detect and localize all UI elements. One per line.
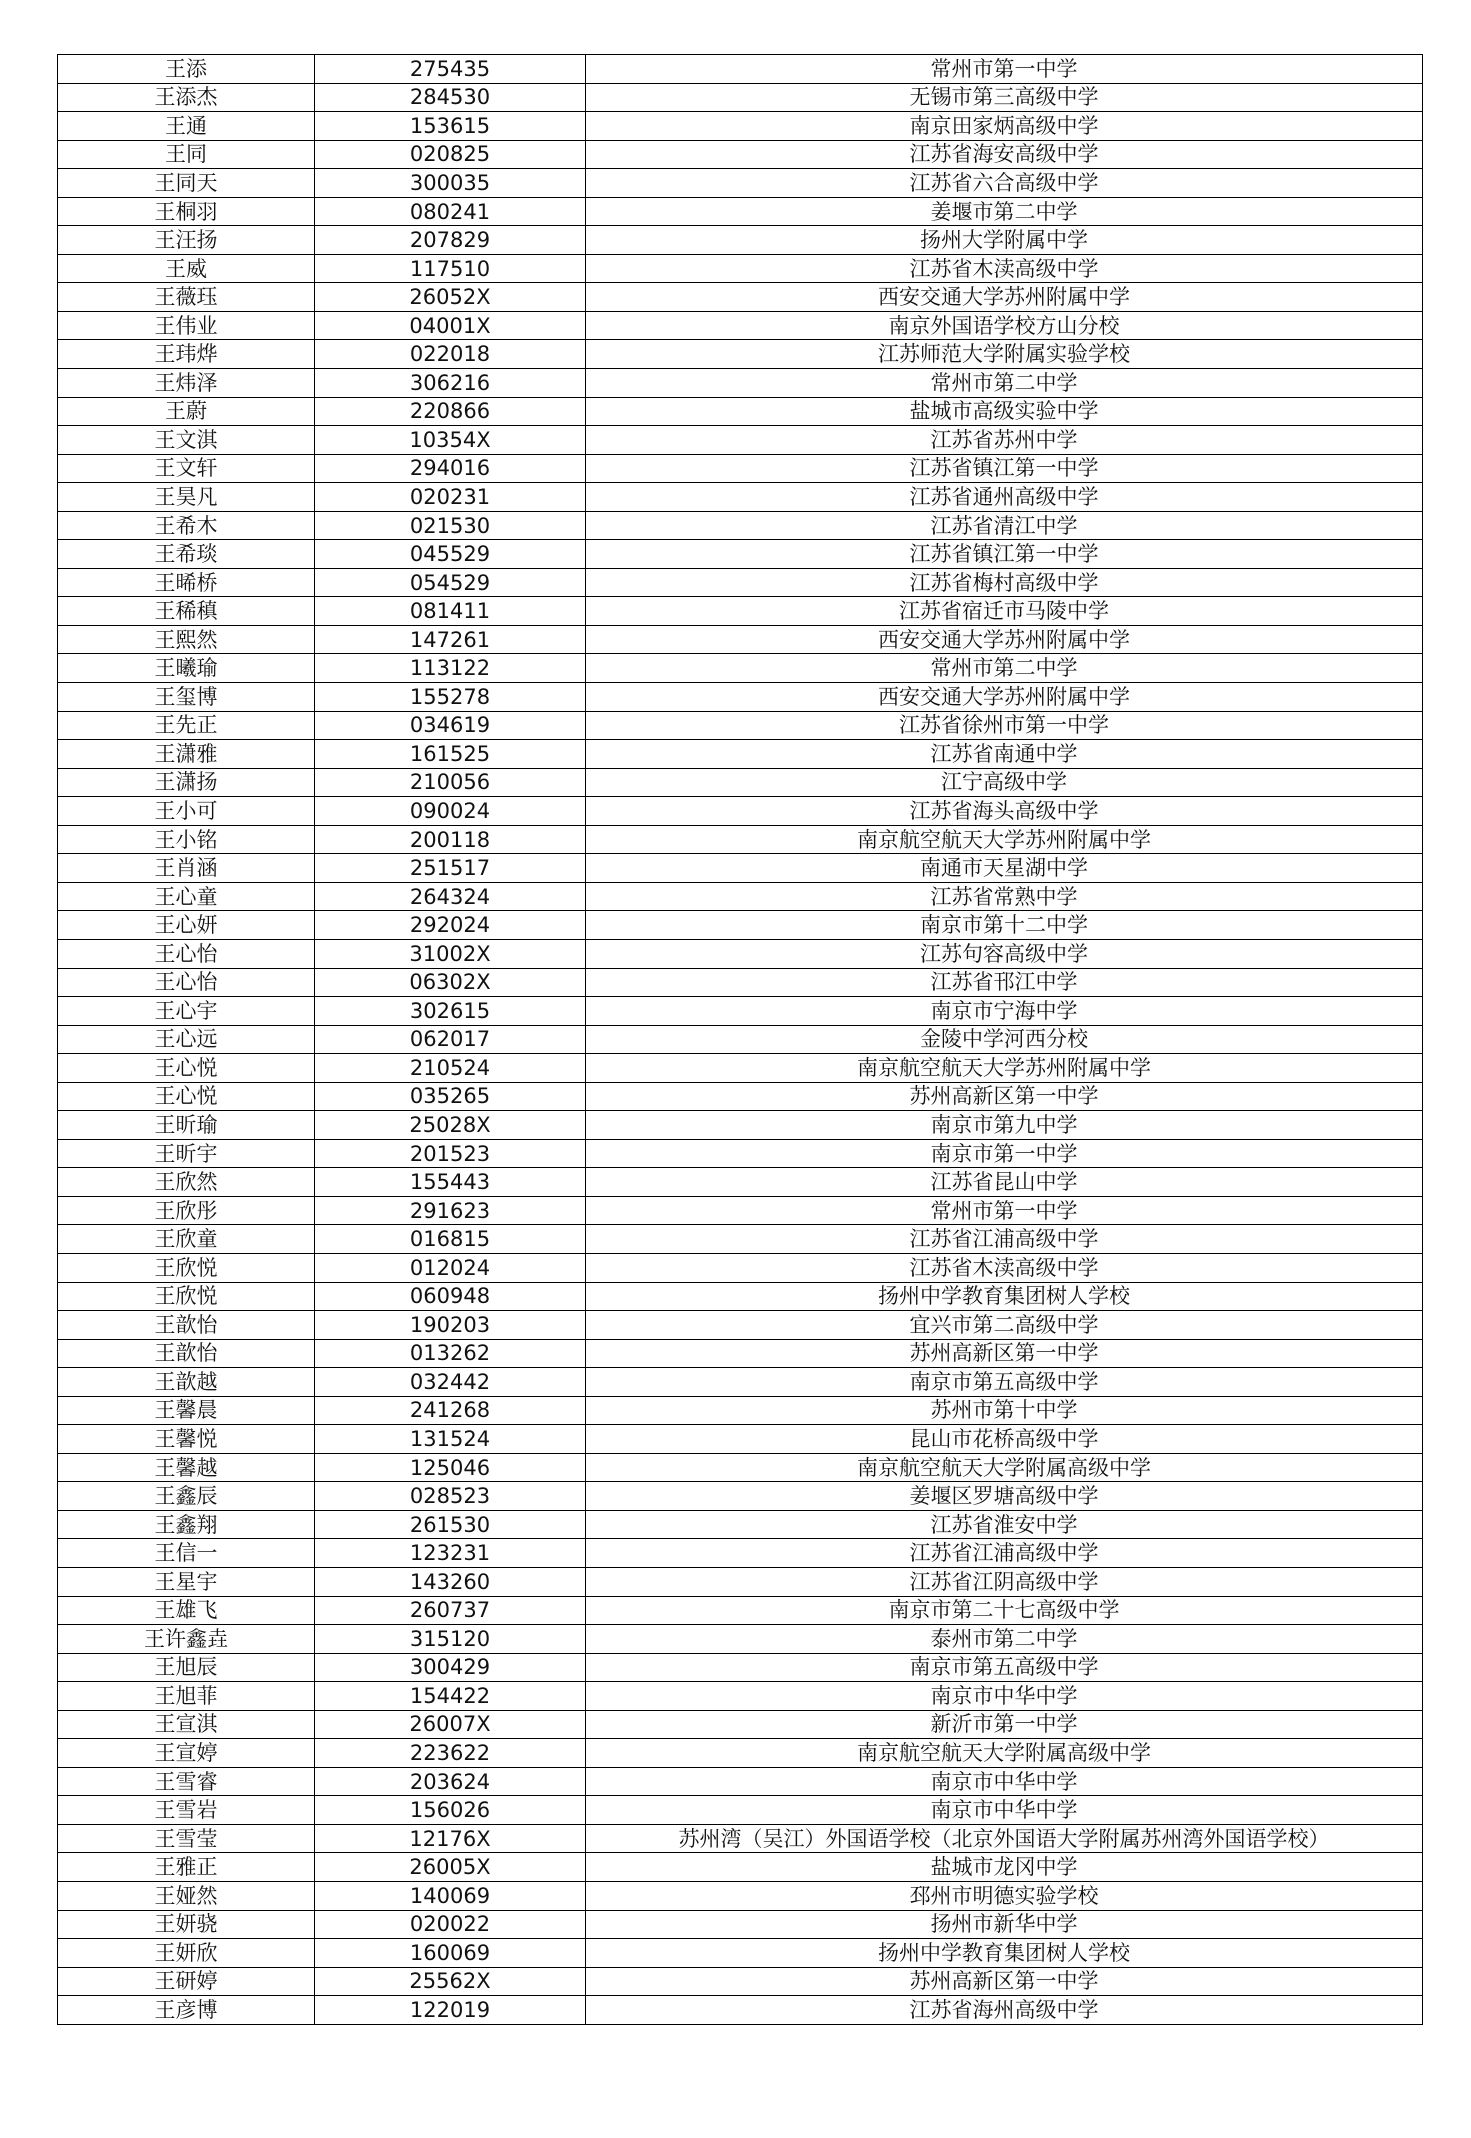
student-code-cell: 291623 xyxy=(315,1196,586,1225)
school-name-cell: 南京市第二十七高级中学 xyxy=(586,1596,1423,1625)
student-code-cell: 054529 xyxy=(315,568,586,597)
table-row xyxy=(58,1453,1423,1482)
student-name-cell: 王小可 xyxy=(58,797,315,826)
student-code-cell: 117510 xyxy=(315,254,586,283)
student-name-cell: 王熙然 xyxy=(58,625,315,654)
table-row xyxy=(58,283,1423,312)
school-name-cell: 江苏省邗江中学 xyxy=(586,968,1423,997)
student-code-cell: 294016 xyxy=(315,454,586,483)
student-code-cell: 034619 xyxy=(315,711,586,740)
student-code-cell: 035265 xyxy=(315,1082,586,1111)
student-name-cell: 王玮烨 xyxy=(58,340,315,369)
table-row xyxy=(58,1939,1423,1968)
student-name-cell: 王心悦 xyxy=(58,1054,315,1083)
school-name-cell: 姜堰市第二中学 xyxy=(586,197,1423,226)
school-name-cell: 江苏省海州高级中学 xyxy=(586,1996,1423,2025)
student-name-cell: 王心怡 xyxy=(58,939,315,968)
table-row xyxy=(58,997,1423,1026)
student-name-cell: 王鑫辰 xyxy=(58,1482,315,1511)
table-row xyxy=(58,882,1423,911)
student-name-cell: 王心怡 xyxy=(58,968,315,997)
student-name-cell: 王威 xyxy=(58,254,315,283)
student-name-cell: 王昕宇 xyxy=(58,1139,315,1168)
school-name-cell: 南通市天星湖中学 xyxy=(586,854,1423,883)
school-name-cell: 江苏省木渎高级中学 xyxy=(586,254,1423,283)
student-name-cell: 王桐羽 xyxy=(58,197,315,226)
student-name-cell: 王汪扬 xyxy=(58,226,315,255)
table-row xyxy=(58,968,1423,997)
student-name-cell: 王娅然 xyxy=(58,1882,315,1911)
student-code-cell: 251517 xyxy=(315,854,586,883)
student-name-cell: 王彦博 xyxy=(58,1996,315,2025)
school-name-cell: 常州市第二中学 xyxy=(586,654,1423,683)
student-code-cell: 26052X xyxy=(315,283,586,312)
student-name-cell: 王欣童 xyxy=(58,1225,315,1254)
school-name-cell: 江苏省淮安中学 xyxy=(586,1510,1423,1539)
table-row xyxy=(58,854,1423,883)
student-code-cell: 275435 xyxy=(315,55,586,84)
table-row xyxy=(58,226,1423,255)
student-code-cell: 045529 xyxy=(315,540,586,569)
school-name-cell: 江苏省南通中学 xyxy=(586,740,1423,769)
student-name-cell: 王晞桥 xyxy=(58,568,315,597)
school-name-cell: 苏州市第十中学 xyxy=(586,1396,1423,1425)
student-code-cell: 300035 xyxy=(315,169,586,198)
student-name-cell: 王许鑫垚 xyxy=(58,1625,315,1654)
table-row xyxy=(58,112,1423,141)
student-code-cell: 200118 xyxy=(315,825,586,854)
student-code-cell: 122019 xyxy=(315,1996,586,2025)
table-row xyxy=(58,340,1423,369)
school-name-cell: 常州市第一中学 xyxy=(586,1196,1423,1225)
student-code-cell: 190203 xyxy=(315,1311,586,1340)
student-code-cell: 220866 xyxy=(315,397,586,426)
student-name-cell: 王雪睿 xyxy=(58,1767,315,1796)
student-name-cell: 王雪岩 xyxy=(58,1796,315,1825)
student-code-cell: 223622 xyxy=(315,1739,586,1768)
student-name-cell: 王潇雅 xyxy=(58,740,315,769)
table-row xyxy=(58,197,1423,226)
table-row xyxy=(58,939,1423,968)
table-row xyxy=(58,1882,1423,1911)
school-name-cell: 江苏省宿迁市马陵中学 xyxy=(586,597,1423,626)
student-code-cell: 022018 xyxy=(315,340,586,369)
school-name-cell: 南京田家炳高级中学 xyxy=(586,112,1423,141)
table-row xyxy=(58,797,1423,826)
school-name-cell: 南京市中华中学 xyxy=(586,1767,1423,1796)
student-name-cell: 王雄飞 xyxy=(58,1596,315,1625)
table-row xyxy=(58,1311,1423,1340)
school-name-cell: 南京航空航天大学苏州附属中学 xyxy=(586,1054,1423,1083)
student-code-cell: 020231 xyxy=(315,483,586,512)
school-name-cell: 南京航空航天大学附属高级中学 xyxy=(586,1453,1423,1482)
table-row xyxy=(58,1653,1423,1682)
school-name-cell: 江苏省海安高级中学 xyxy=(586,140,1423,169)
student-name-cell: 王研婷 xyxy=(58,1967,315,1996)
student-name-cell: 王雅正 xyxy=(58,1853,315,1882)
student-code-cell: 241268 xyxy=(315,1396,586,1425)
student-code-cell: 155278 xyxy=(315,683,586,712)
student-code-cell: 081411 xyxy=(315,597,586,626)
school-name-cell: 南京航空航天大学苏州附属中学 xyxy=(586,825,1423,854)
student-code-cell: 147261 xyxy=(315,625,586,654)
table-row xyxy=(58,1482,1423,1511)
student-name-cell: 王心童 xyxy=(58,882,315,911)
student-code-cell: 315120 xyxy=(315,1625,586,1654)
student-name-cell: 王昕瑜 xyxy=(58,1111,315,1140)
table-row xyxy=(58,1996,1423,2025)
school-name-cell: 江苏省镇江第一中学 xyxy=(586,454,1423,483)
school-name-cell: 江苏省昆山中学 xyxy=(586,1168,1423,1197)
student-code-cell: 062017 xyxy=(315,1025,586,1054)
school-name-cell: 江苏师范大学附属实验学校 xyxy=(586,340,1423,369)
student-name-cell: 王伟业 xyxy=(58,311,315,340)
table-row xyxy=(58,311,1423,340)
student-code-cell: 028523 xyxy=(315,1482,586,1511)
student-code-cell: 210056 xyxy=(315,768,586,797)
table-row xyxy=(58,1253,1423,1282)
table-row xyxy=(58,83,1423,112)
school-name-cell: 江苏省清江中学 xyxy=(586,511,1423,540)
student-code-cell: 264324 xyxy=(315,882,586,911)
school-name-cell: 扬州市新华中学 xyxy=(586,1910,1423,1939)
student-code-cell: 140069 xyxy=(315,1882,586,1911)
student-name-cell: 王欣悦 xyxy=(58,1282,315,1311)
student-name-cell: 王希木 xyxy=(58,511,315,540)
school-name-cell: 西安交通大学苏州附属中学 xyxy=(586,283,1423,312)
student-code-cell: 016815 xyxy=(315,1225,586,1254)
student-code-cell: 06302X xyxy=(315,968,586,997)
school-name-cell: 邳州市明德实验学校 xyxy=(586,1882,1423,1911)
student-code-cell: 080241 xyxy=(315,197,586,226)
school-name-cell: 南京市第一中学 xyxy=(586,1139,1423,1168)
student-code-cell: 160069 xyxy=(315,1939,586,1968)
school-name-cell: 江苏省木渎高级中学 xyxy=(586,1253,1423,1282)
school-name-cell: 江宁高级中学 xyxy=(586,768,1423,797)
student-name-cell: 王昊凡 xyxy=(58,483,315,512)
student-name-cell: 王肖涵 xyxy=(58,854,315,883)
student-code-cell: 123231 xyxy=(315,1539,586,1568)
school-name-cell: 江苏省海头高级中学 xyxy=(586,797,1423,826)
school-name-cell: 苏州高新区第一中学 xyxy=(586,1967,1423,1996)
student-name-cell: 王星宇 xyxy=(58,1567,315,1596)
student-code-cell: 25028X xyxy=(315,1111,586,1140)
school-name-cell: 金陵中学河西分校 xyxy=(586,1025,1423,1054)
table-row xyxy=(58,740,1423,769)
table-row xyxy=(58,1539,1423,1568)
table-row xyxy=(58,911,1423,940)
student-name-cell: 王文淇 xyxy=(58,426,315,455)
school-name-cell: 南京市第十二中学 xyxy=(586,911,1423,940)
student-code-cell: 012024 xyxy=(315,1253,586,1282)
student-name-cell: 王心宇 xyxy=(58,997,315,1026)
student-name-cell: 王先正 xyxy=(58,711,315,740)
student-name-cell: 王薇珏 xyxy=(58,283,315,312)
school-name-cell: 江苏省梅村高级中学 xyxy=(586,568,1423,597)
student-name-cell: 王添杰 xyxy=(58,83,315,112)
student-name-cell: 王欣彤 xyxy=(58,1196,315,1225)
table-row xyxy=(58,654,1423,683)
table-row xyxy=(58,1739,1423,1768)
table-row xyxy=(58,768,1423,797)
student-name-cell: 王小铭 xyxy=(58,825,315,854)
student-code-cell: 125046 xyxy=(315,1453,586,1482)
school-name-cell: 江苏省苏州中学 xyxy=(586,426,1423,455)
student-name-cell: 王宣淇 xyxy=(58,1710,315,1739)
table-row xyxy=(58,369,1423,398)
student-name-cell: 王歆越 xyxy=(58,1368,315,1397)
table-row xyxy=(58,711,1423,740)
student-code-cell: 156026 xyxy=(315,1796,586,1825)
student-code-cell: 113122 xyxy=(315,654,586,683)
table-row xyxy=(58,1054,1423,1083)
table-row xyxy=(58,483,1423,512)
student-code-cell: 300429 xyxy=(315,1653,586,1682)
school-name-cell: 扬州大学附属中学 xyxy=(586,226,1423,255)
school-name-cell: 江苏省六合高级中学 xyxy=(586,169,1423,198)
student-code-cell: 155443 xyxy=(315,1168,586,1197)
table-row xyxy=(58,1567,1423,1596)
student-name-cell: 王同 xyxy=(58,140,315,169)
student-name-cell: 王心妍 xyxy=(58,911,315,940)
table-row xyxy=(58,1225,1423,1254)
school-name-cell: 苏州高新区第一中学 xyxy=(586,1082,1423,1111)
table-row xyxy=(58,683,1423,712)
table-row xyxy=(58,426,1423,455)
table-row xyxy=(58,1967,1423,1996)
school-name-cell: 苏州湾（吴江）外国语学校（北京外国语大学附属苏州湾外国语学校） xyxy=(586,1824,1423,1853)
school-name-cell: 江苏省江浦高级中学 xyxy=(586,1539,1423,1568)
student-name-cell: 王馨晨 xyxy=(58,1396,315,1425)
student-name-cell: 王玺博 xyxy=(58,683,315,712)
student-name-cell: 王信一 xyxy=(58,1539,315,1568)
table-row xyxy=(58,254,1423,283)
student-list-table xyxy=(57,54,1423,2025)
table-row xyxy=(58,1824,1423,1853)
school-name-cell: 泰州市第二中学 xyxy=(586,1625,1423,1654)
table-row xyxy=(58,454,1423,483)
student-code-cell: 10354X xyxy=(315,426,586,455)
student-name-cell: 王通 xyxy=(58,112,315,141)
student-name-cell: 王旭菲 xyxy=(58,1682,315,1711)
school-name-cell: 南京市中华中学 xyxy=(586,1682,1423,1711)
student-code-cell: 020022 xyxy=(315,1910,586,1939)
table-row xyxy=(58,1682,1423,1711)
school-name-cell: 昆山市花桥高级中学 xyxy=(586,1425,1423,1454)
table-row xyxy=(58,397,1423,426)
student-name-cell: 王添 xyxy=(58,55,315,84)
student-code-cell: 284530 xyxy=(315,83,586,112)
student-code-cell: 260737 xyxy=(315,1596,586,1625)
table-row xyxy=(58,1082,1423,1111)
school-name-cell: 南京市中华中学 xyxy=(586,1796,1423,1825)
table-row xyxy=(58,1111,1423,1140)
school-name-cell: 江苏省常熟中学 xyxy=(586,882,1423,911)
student-code-cell: 013262 xyxy=(315,1339,586,1368)
table-row xyxy=(58,1710,1423,1739)
school-name-cell: 常州市第一中学 xyxy=(586,55,1423,84)
table-row xyxy=(58,1139,1423,1168)
student-list-body xyxy=(58,55,1423,2025)
student-name-cell: 王雪莹 xyxy=(58,1824,315,1853)
student-name-cell: 王妍欣 xyxy=(58,1939,315,1968)
student-code-cell: 210524 xyxy=(315,1054,586,1083)
student-code-cell: 131524 xyxy=(315,1425,586,1454)
table-row xyxy=(58,1396,1423,1425)
student-name-cell: 王心悦 xyxy=(58,1082,315,1111)
table-row xyxy=(58,1025,1423,1054)
school-name-cell: 江苏省江阴高级中学 xyxy=(586,1567,1423,1596)
school-name-cell: 西安交通大学苏州附属中学 xyxy=(586,625,1423,654)
table-row xyxy=(58,1596,1423,1625)
student-code-cell: 26007X xyxy=(315,1710,586,1739)
table-row xyxy=(58,625,1423,654)
school-name-cell: 宜兴市第二高级中学 xyxy=(586,1311,1423,1340)
student-name-cell: 王曦瑜 xyxy=(58,654,315,683)
student-code-cell: 207829 xyxy=(315,226,586,255)
table-row xyxy=(58,1368,1423,1397)
student-name-cell: 王潇扬 xyxy=(58,768,315,797)
school-name-cell: 江苏省镇江第一中学 xyxy=(586,540,1423,569)
table-row xyxy=(58,597,1423,626)
student-code-cell: 143260 xyxy=(315,1567,586,1596)
table-row xyxy=(58,825,1423,854)
student-code-cell: 032442 xyxy=(315,1368,586,1397)
student-name-cell: 王蔚 xyxy=(58,397,315,426)
school-name-cell: 江苏省通州高级中学 xyxy=(586,483,1423,512)
school-name-cell: 扬州中学教育集团树人学校 xyxy=(586,1939,1423,1968)
student-name-cell: 王妍骁 xyxy=(58,1910,315,1939)
student-code-cell: 203624 xyxy=(315,1767,586,1796)
student-name-cell: 王馨悦 xyxy=(58,1425,315,1454)
student-code-cell: 090024 xyxy=(315,797,586,826)
student-code-cell: 26005X xyxy=(315,1853,586,1882)
student-name-cell: 王文轩 xyxy=(58,454,315,483)
table-row xyxy=(58,540,1423,569)
table-row xyxy=(58,1196,1423,1225)
school-name-cell: 新沂市第一中学 xyxy=(586,1710,1423,1739)
student-name-cell: 王鑫翔 xyxy=(58,1510,315,1539)
school-name-cell: 南京市第五高级中学 xyxy=(586,1368,1423,1397)
school-name-cell: 扬州中学教育集团树人学校 xyxy=(586,1282,1423,1311)
table-row xyxy=(58,1767,1423,1796)
table-row xyxy=(58,1168,1423,1197)
table-row xyxy=(58,1282,1423,1311)
student-code-cell: 161525 xyxy=(315,740,586,769)
student-name-cell: 王稀稹 xyxy=(58,597,315,626)
student-name-cell: 王旭辰 xyxy=(58,1653,315,1682)
school-name-cell: 南京市第五高级中学 xyxy=(586,1653,1423,1682)
school-name-cell: 江苏省江浦高级中学 xyxy=(586,1225,1423,1254)
school-name-cell: 江苏省徐州市第一中学 xyxy=(586,711,1423,740)
student-code-cell: 154422 xyxy=(315,1682,586,1711)
school-name-cell: 西安交通大学苏州附属中学 xyxy=(586,683,1423,712)
school-name-cell: 盐城市高级实验中学 xyxy=(586,397,1423,426)
table-row xyxy=(58,1910,1423,1939)
table-row xyxy=(58,140,1423,169)
school-name-cell: 南京市宁海中学 xyxy=(586,997,1423,1026)
student-name-cell: 王馨越 xyxy=(58,1453,315,1482)
table-row xyxy=(58,1425,1423,1454)
table-row xyxy=(58,169,1423,198)
table-row xyxy=(58,511,1423,540)
student-name-cell: 王炜泽 xyxy=(58,369,315,398)
student-name-cell: 王心远 xyxy=(58,1025,315,1054)
student-name-cell: 王歆怡 xyxy=(58,1339,315,1368)
table-row xyxy=(58,1339,1423,1368)
school-name-cell: 姜堰区罗塘高级中学 xyxy=(586,1482,1423,1511)
student-code-cell: 021530 xyxy=(315,511,586,540)
student-code-cell: 060948 xyxy=(315,1282,586,1311)
student-code-cell: 25562X xyxy=(315,1967,586,1996)
student-code-cell: 04001X xyxy=(315,311,586,340)
school-name-cell: 盐城市龙冈中学 xyxy=(586,1853,1423,1882)
student-name-cell: 王宣婷 xyxy=(58,1739,315,1768)
school-name-cell: 南京航空航天大学附属高级中学 xyxy=(586,1739,1423,1768)
school-name-cell: 南京市第九中学 xyxy=(586,1111,1423,1140)
student-name-cell: 王欣然 xyxy=(58,1168,315,1197)
school-name-cell: 江苏句容高级中学 xyxy=(586,939,1423,968)
school-name-cell: 无锡市第三高级中学 xyxy=(586,83,1423,112)
table-row xyxy=(58,1796,1423,1825)
table-row xyxy=(58,55,1423,84)
student-name-cell: 王歆怡 xyxy=(58,1311,315,1340)
student-code-cell: 261530 xyxy=(315,1510,586,1539)
student-name-cell: 王欣悦 xyxy=(58,1253,315,1282)
student-code-cell: 292024 xyxy=(315,911,586,940)
student-code-cell: 31002X xyxy=(315,939,586,968)
student-code-cell: 12176X xyxy=(315,1824,586,1853)
table-row xyxy=(58,1853,1423,1882)
school-name-cell: 苏州高新区第一中学 xyxy=(586,1339,1423,1368)
table-row xyxy=(58,568,1423,597)
student-code-cell: 302615 xyxy=(315,997,586,1026)
school-name-cell: 常州市第二中学 xyxy=(586,369,1423,398)
table-row xyxy=(58,1625,1423,1654)
student-name-cell: 王希琰 xyxy=(58,540,315,569)
student-name-cell: 王同天 xyxy=(58,169,315,198)
student-code-cell: 306216 xyxy=(315,369,586,398)
student-code-cell: 201523 xyxy=(315,1139,586,1168)
student-code-cell: 153615 xyxy=(315,112,586,141)
table-row xyxy=(58,1510,1423,1539)
school-name-cell: 南京外国语学校方山分校 xyxy=(586,311,1423,340)
student-code-cell: 020825 xyxy=(315,140,586,169)
